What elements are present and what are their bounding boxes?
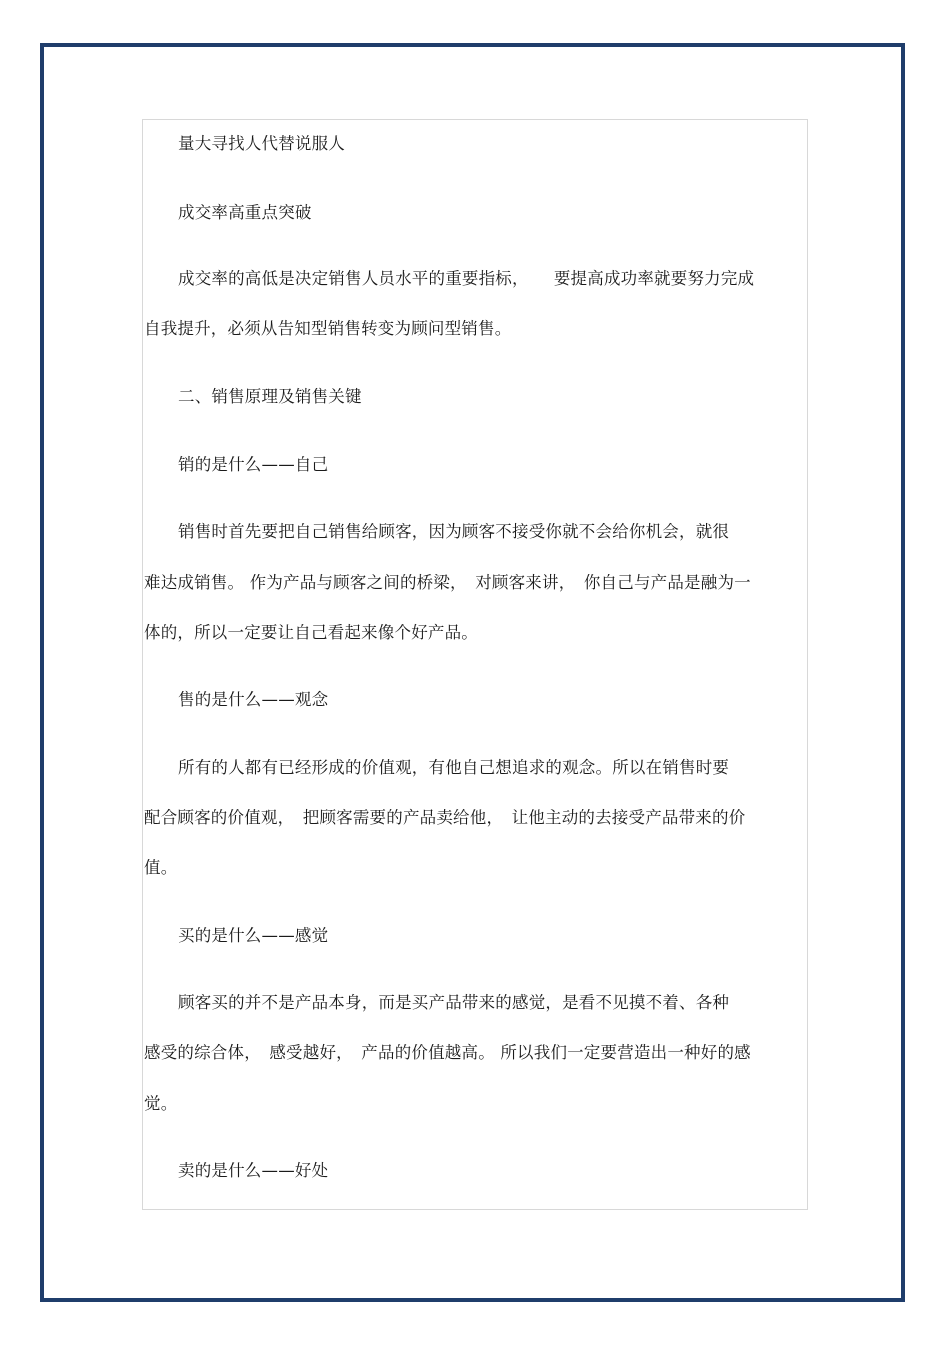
- text-line: 值。: [144, 858, 178, 877]
- text-line: 量大寻找人代替说服人: [178, 134, 345, 153]
- text-line: 配合顾客的价值观， 把顾客需要的产品卖给他， 让他主动的去接受产品带来的价: [144, 808, 746, 827]
- section-heading: 销的是什么——自己: [178, 455, 329, 474]
- section-heading: 二、销售原理及销售关键: [178, 387, 362, 406]
- text-line: 觉。: [144, 1094, 178, 1113]
- text-line: 销售时首先要把自己销售给顾客，因为顾客不接受你就不会给你机会，就很: [178, 522, 730, 541]
- text-line: 所有的人都有已经形成的价值观，有他自己想追求的观念。所以在销售时要: [178, 758, 730, 777]
- text-line: 难达成销售。 作为产品与顾客之间的桥梁， 对顾客来讲， 你自己与产品是融为一: [144, 573, 751, 592]
- text-line: 成交率的高低是决定销售人员水平的重要指标， 要提高成功率就要努力完成: [178, 269, 755, 288]
- section-heading: 买的是什么——感觉: [178, 926, 329, 945]
- text-line: 自我提升，必须从告知型销售转变为顾问型销售。: [144, 319, 512, 338]
- text-line: 顾客买的并不是产品本身，而是买产品带来的感觉，是看不见摸不着、各种: [178, 993, 730, 1012]
- section-heading: 成交率高重点突破: [178, 203, 312, 222]
- section-heading: 卖的是什么——好处: [178, 1161, 329, 1180]
- text-line: 体的，所以一定要让自己看起来像个好产品。: [144, 623, 478, 642]
- section-heading: 售的是什么——观念: [178, 690, 329, 709]
- text-line: 感受的综合体， 感受越好， 产品的价值越高。 所以我们一定要营造出一种好的感: [144, 1043, 751, 1062]
